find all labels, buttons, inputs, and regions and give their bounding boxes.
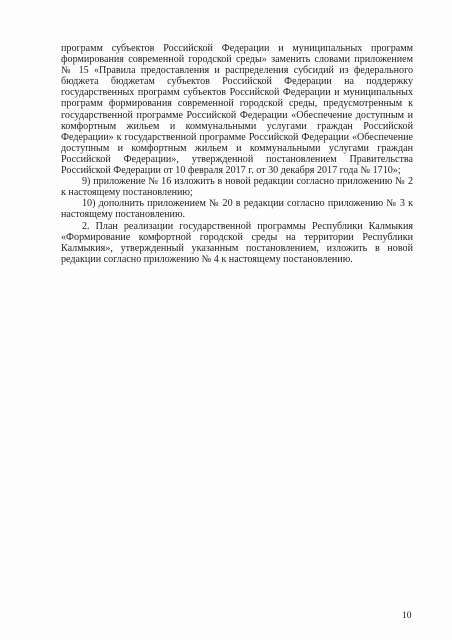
paragraph-item-2: 2. План реализации государственной программы Республики Калмыкия «Формирование комфортной городской среды на территории Республики Калмыкия», утвержденный указанным постановлением, изложить в новой редакции согласно приложению № 4 к настоящему постановлению. bbox=[61, 220, 413, 265]
document-body bbox=[61, 43, 413, 265]
page-number: 10 bbox=[402, 611, 412, 621]
paragraph-continuation: программ субъектов Российской Федерации и муниципальных программ формирования современной городской среды» заменить словами приложением № 15 «Правила предоставления и распределения субсидий из федерального бюджета бюджетам субъектов Российской Федерации на поддержку государственных программ субъектов Российской Федерации и муниципальных программ формирования современной городской среды, предусмотренным к государственной программе Российской Федерации «Обеспечение доступным и комфортным жильем и коммунальными услугами граждан Российской Федерации» к государственной программе Российской Федерации «Обеспечение доступным и комфортным жильем и коммунальными услугами граждан Российской Федерации», утвержденной постановлением Правительства Российской Федерации от 10 февраля 2017 г. от 30 декабря 2017 года № 1710»; bbox=[61, 43, 413, 177]
paragraph-item-9: 9) приложение № 16 изложить в новой редакции согласно приложению № 2 к настоящему постановлению; bbox=[61, 176, 413, 199]
paragraph-item-10: 10) дополнить приложением № 20 в редакции согласно приложению № 3 к настоящему постановлению. bbox=[61, 198, 413, 221]
